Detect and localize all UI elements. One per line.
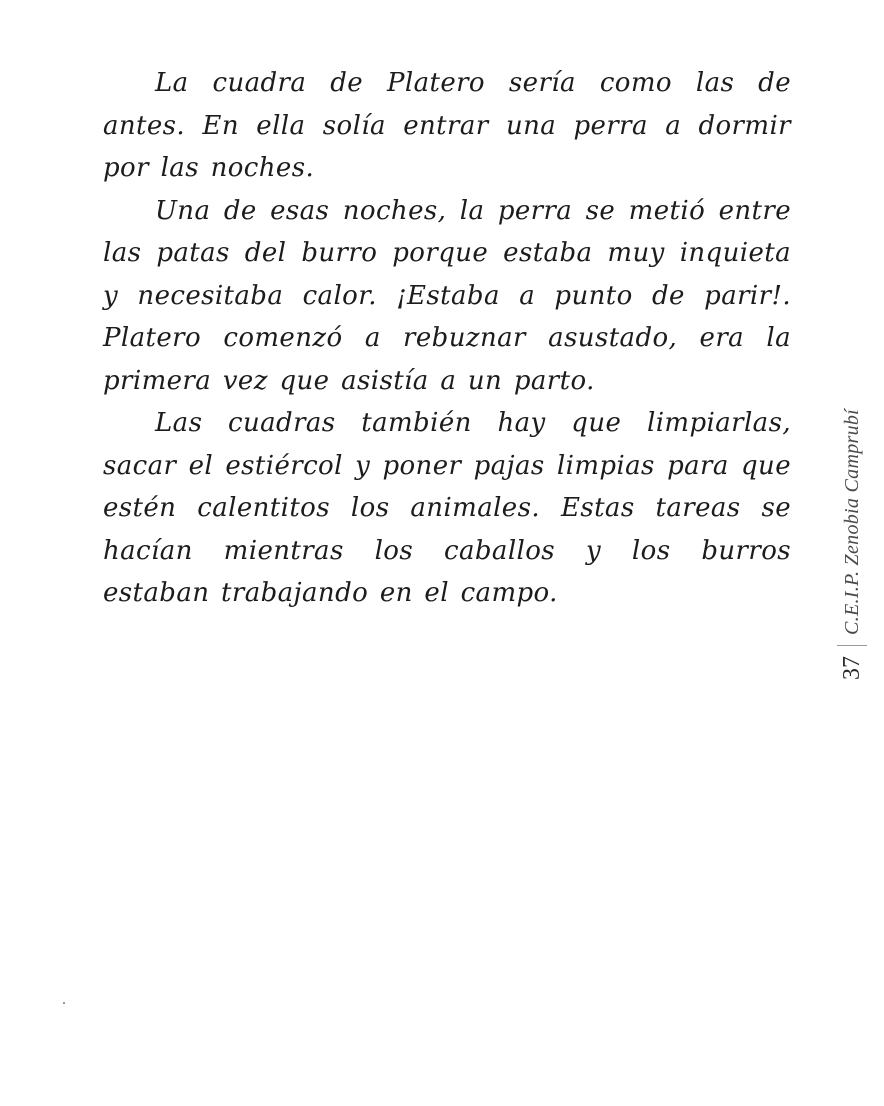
- sidebar-label: [832, 380, 872, 680]
- paragraph-1: La cuadra de Platero sería como las de antes. En ella solía entrar una perra a dormir por las noches.: [103, 68, 791, 183]
- school-name: C.E.I.P. Zenobia Camprubí: [840, 408, 863, 635]
- page-sidebar: [832, 380, 872, 680]
- scan-speck: [63, 1002, 65, 1004]
- page-number: 37: [838, 656, 865, 680]
- paragraph-3: Las cuadras también hay que limpiarlas, sacar el estiércol y poner pajas limpias para que estén calentitos los animales. Estas tareas se hacían mientras los caballos y los burros estaban trabajando en el campo.: [103, 408, 791, 608]
- paragraph-2: Una de esas noches, la perra se metió entre las patas del burro porque estaba muy inquieta y necesitaba calor. ¡Estaba a punto de parir!. Platero comenzó a rebuznar asustado, era la primera vez que asistía a un parto.: [103, 195, 791, 396]
- sidebar-divider: [837, 645, 867, 646]
- body-text: [103, 62, 791, 615]
